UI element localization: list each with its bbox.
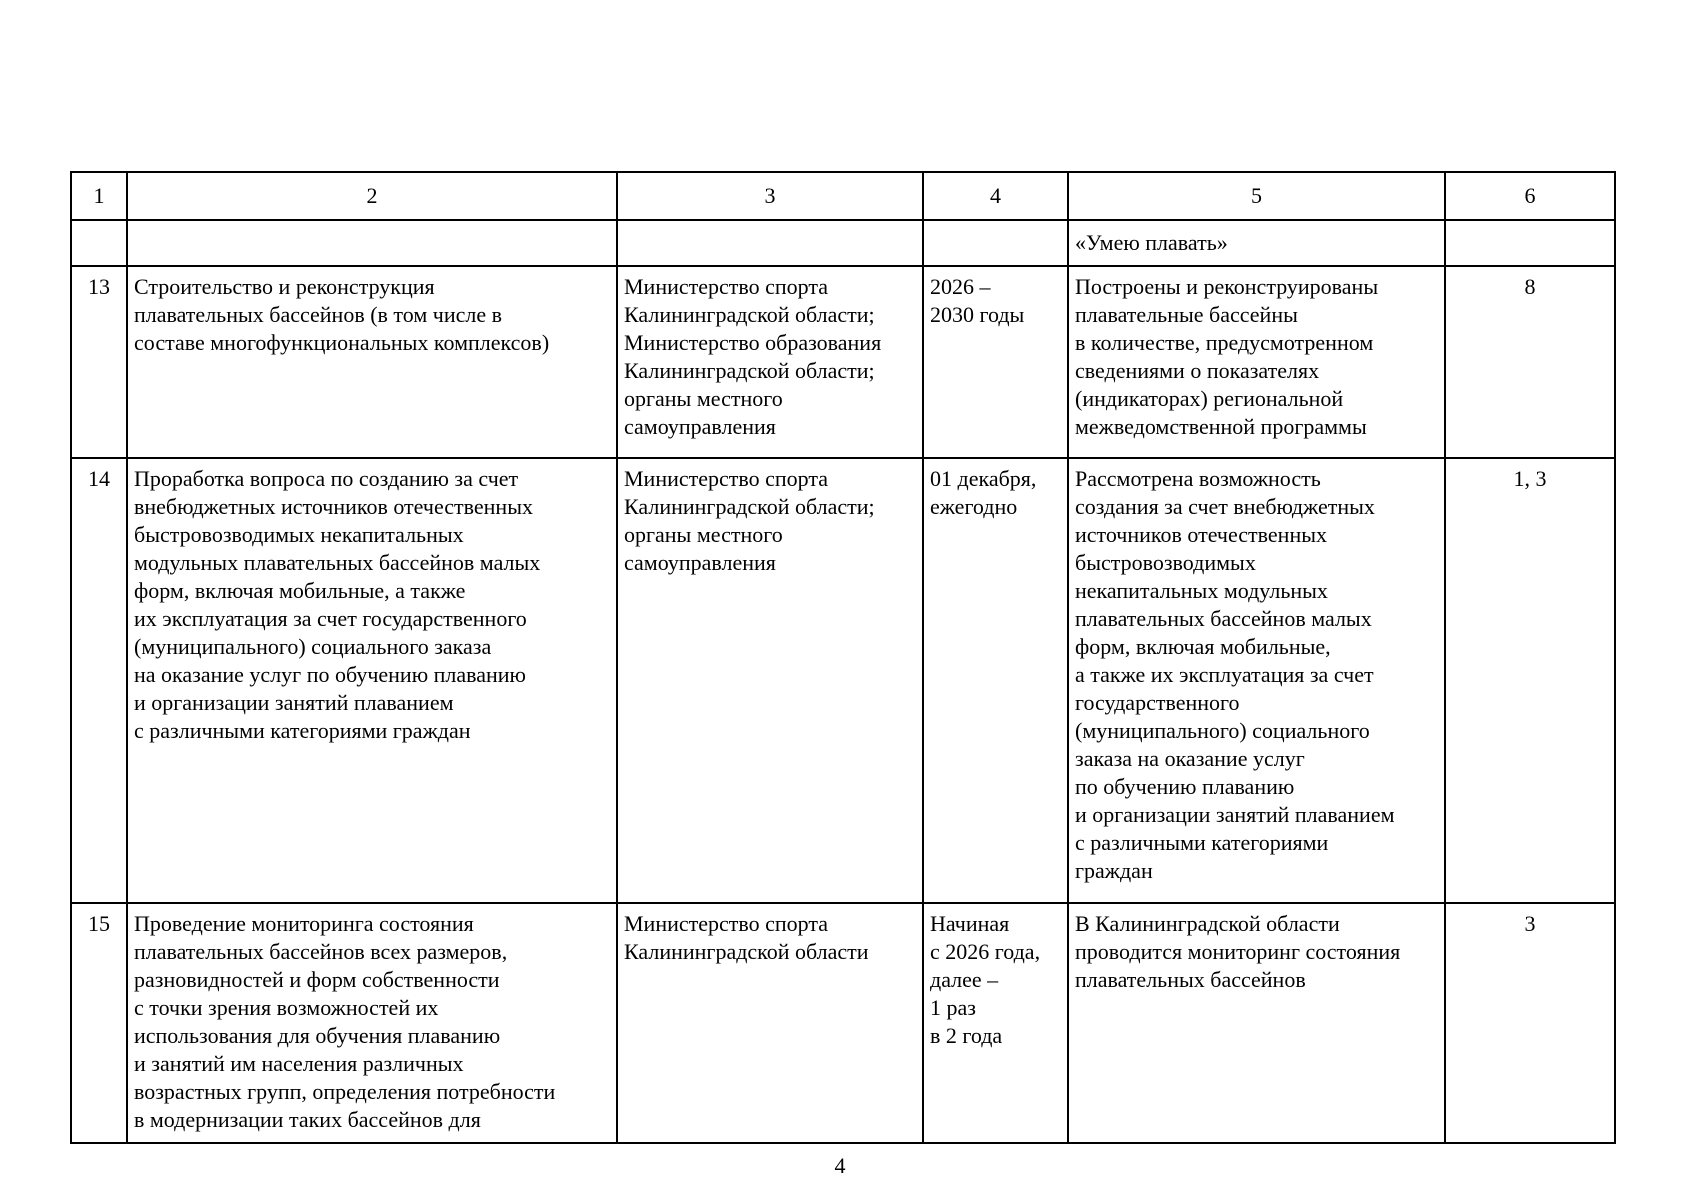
continuation-result-cell: «Умею плавать» [1068, 220, 1445, 266]
row-number: 13 [71, 266, 127, 458]
continuation-cell-3 [617, 220, 923, 266]
row-term: 2026 – 2030 годы [923, 266, 1068, 458]
row-activity: Строительство и реконструкция плавательных бассейнов (в том числе в составе многофункциональных комплексов) [127, 266, 617, 458]
row-result: Рассмотрена возможность создания за счет внебюджетных источников отечественных быстровозводимых некапитальных модульных плавательных бассейнов малых форм, включая мобильные, а также их эксплуатация за счет государственного (муниципального) социального заказа на оказание услуг по обучению плаванию и организации занятий плаванием с различными категориями граждан [1068, 458, 1445, 903]
header-col-4: 4 [923, 172, 1068, 220]
plan-table [70, 171, 1616, 1144]
row-activity: Проведение мониторинга состояния плавательных бассейнов всех размеров, разновидностей и форм собственности с точки зрения возможностей их использования для обучения плаванию и занятий им населения различных возрастных групп, определения потребности в модернизации таких бассейнов для [127, 903, 617, 1143]
row-indicator: 3 [1445, 903, 1615, 1143]
row-term: 01 декабря, ежегодно [923, 458, 1068, 903]
row-number: 14 [71, 458, 127, 903]
page-number: 4 [834, 1153, 846, 1178]
table-row [71, 266, 1615, 458]
row-number: 15 [71, 903, 127, 1143]
row-responsible: Министерство спорта Калининградской области; органы местного самоуправления [617, 458, 923, 903]
continuation-row [71, 220, 1615, 266]
table-row [71, 903, 1615, 1143]
row-responsible: Министерство спорта Калининградской области; Министерство образования Калининградской области; органы местного самоуправления [617, 266, 923, 458]
continuation-cell-6 [1445, 220, 1615, 266]
continuation-cell-4 [923, 220, 1068, 266]
row-result: В Калининградской области проводится мониторинг состояния плавательных бассейнов [1068, 903, 1445, 1143]
header-col-5: 5 [1068, 172, 1445, 220]
header-col-6: 6 [1445, 172, 1615, 220]
header-col-1: 1 [71, 172, 127, 220]
header-col-2: 2 [127, 172, 617, 220]
row-indicator: 1, 3 [1445, 458, 1615, 903]
row-activity: Проработка вопроса по созданию за счет внебюджетных источников отечественных быстровозводимых некапитальных модульных плавательных бассейнов малых форм, включая мобильные, а также их эксплуатация за счет государственного (муниципального) социального заказа на оказание услуг по обучению плаванию и организации занятий плаванием с различными категориями граждан [127, 458, 617, 903]
row-result: Построены и реконструированы плавательные бассейны в количестве, предусмотренном сведениями о показателях (индикаторах) региональной межведомственной программы [1068, 266, 1445, 458]
row-term: Начиная с 2026 года, далее – 1 раз в 2 года [923, 903, 1068, 1143]
continuation-cell-2 [127, 220, 617, 266]
continuation-cell-1 [71, 220, 127, 266]
row-responsible: Министерство спорта Калининградской области [617, 903, 923, 1143]
row-indicator: 8 [1445, 266, 1615, 458]
table-row [71, 458, 1615, 903]
header-col-3: 3 [617, 172, 923, 220]
table-header-row [71, 172, 1615, 220]
